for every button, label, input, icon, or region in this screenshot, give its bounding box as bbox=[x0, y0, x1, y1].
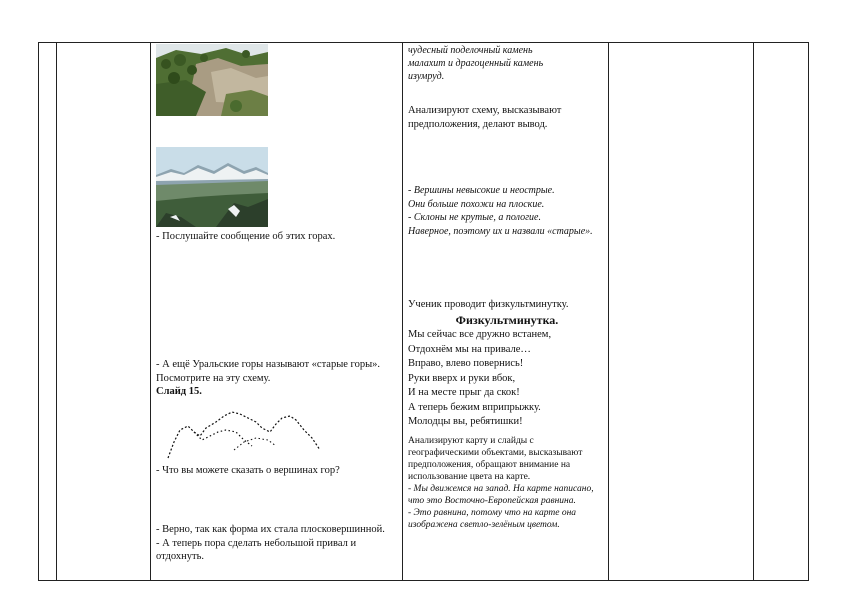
table-bottom-border bbox=[38, 580, 809, 581]
poem-line: Отдохнём мы на привале… bbox=[408, 343, 531, 355]
teacher-column-question bbox=[156, 464, 396, 478]
stone-line-3: изумруд. bbox=[408, 71, 445, 82]
old-mountains-scheme bbox=[164, 402, 326, 460]
listen-prompt: - Послушайте сообщение об этих горах. bbox=[156, 231, 336, 242]
ural-mountains-photo bbox=[156, 147, 268, 227]
ural-old-text: - А ещё Уральские горы называют «старые горы». Посмотрите на эту схему. bbox=[156, 359, 381, 384]
ural-forest-photo bbox=[156, 44, 268, 116]
teacher-column-final bbox=[156, 523, 392, 564]
slopes-answer-1: - Склоны не крутые, а пологие. bbox=[408, 212, 541, 223]
teacher-column bbox=[156, 230, 400, 244]
slopes-answer-2: Наверное, поэтому их и назвали «старые». bbox=[408, 225, 593, 237]
table-col-border bbox=[56, 42, 57, 581]
stone-line-2: малахит и драгоценный камень bbox=[408, 58, 544, 69]
student-peaks-answer bbox=[408, 184, 606, 238]
poem-line: Молодцы вы, ребятишки! bbox=[408, 416, 523, 427]
poem-line: Мы сейчас все дружно встанем, bbox=[408, 329, 552, 340]
table-col-border bbox=[808, 42, 809, 581]
student-stones bbox=[408, 44, 604, 83]
peaks-answer-1: - Вершины невысокие и неострые. bbox=[408, 185, 555, 196]
table-col-border bbox=[608, 42, 609, 581]
plain-answer: - Это равнина, потому что на карте она изображена светло-зелёным цветом. bbox=[408, 508, 577, 530]
student-fizminutka bbox=[408, 298, 606, 430]
table-col-border bbox=[38, 42, 39, 581]
student-map-analysis bbox=[408, 435, 604, 531]
poem-line: А теперь бежим вприпрыжку. bbox=[408, 401, 541, 413]
stone-line-1: чудесный поделочный камень bbox=[408, 45, 533, 56]
analyze-map-text: Анализируют карту и слайды с географическими объектами, высказывают предположения, обращают внимание на использование цвета на карте. bbox=[408, 436, 583, 482]
slide-label: Слайд 15. bbox=[156, 386, 202, 397]
rest-prompt: - А теперь пора сделать небольшой привал и отдохнуть. bbox=[156, 537, 357, 562]
table-col-border bbox=[753, 42, 754, 581]
west-answer: - Мы движемся на запад. На карте написано, что это Восточно-Европейская равнина. bbox=[408, 484, 594, 506]
poem-line: Вправо, влево повернись! bbox=[408, 358, 524, 369]
fizminutka-title: Физкультминутка. bbox=[455, 312, 559, 327]
poem-line: Руки вверх и руки вбок, bbox=[408, 372, 516, 384]
table-col-border bbox=[402, 42, 403, 581]
table-col-border bbox=[150, 42, 151, 581]
table-top-border bbox=[38, 42, 809, 43]
peaks-answer-2: Они больше похожи на плоские. bbox=[408, 198, 545, 210]
correct-answer: - Верно, так как форма их стала плосковершинной. bbox=[156, 524, 385, 535]
student-leads-text: Ученик проводит физкультминутку. bbox=[408, 299, 569, 310]
teacher-column-ural bbox=[156, 358, 392, 399]
poem-line: И на месте прыг да скок! bbox=[408, 387, 520, 398]
analyze-scheme-text: Анализируют схему, высказывают предположения, делают вывод. bbox=[408, 105, 562, 130]
student-analyze-scheme bbox=[408, 104, 604, 131]
peaks-question: - Что вы можете сказать о вершинах гор? bbox=[156, 465, 340, 476]
